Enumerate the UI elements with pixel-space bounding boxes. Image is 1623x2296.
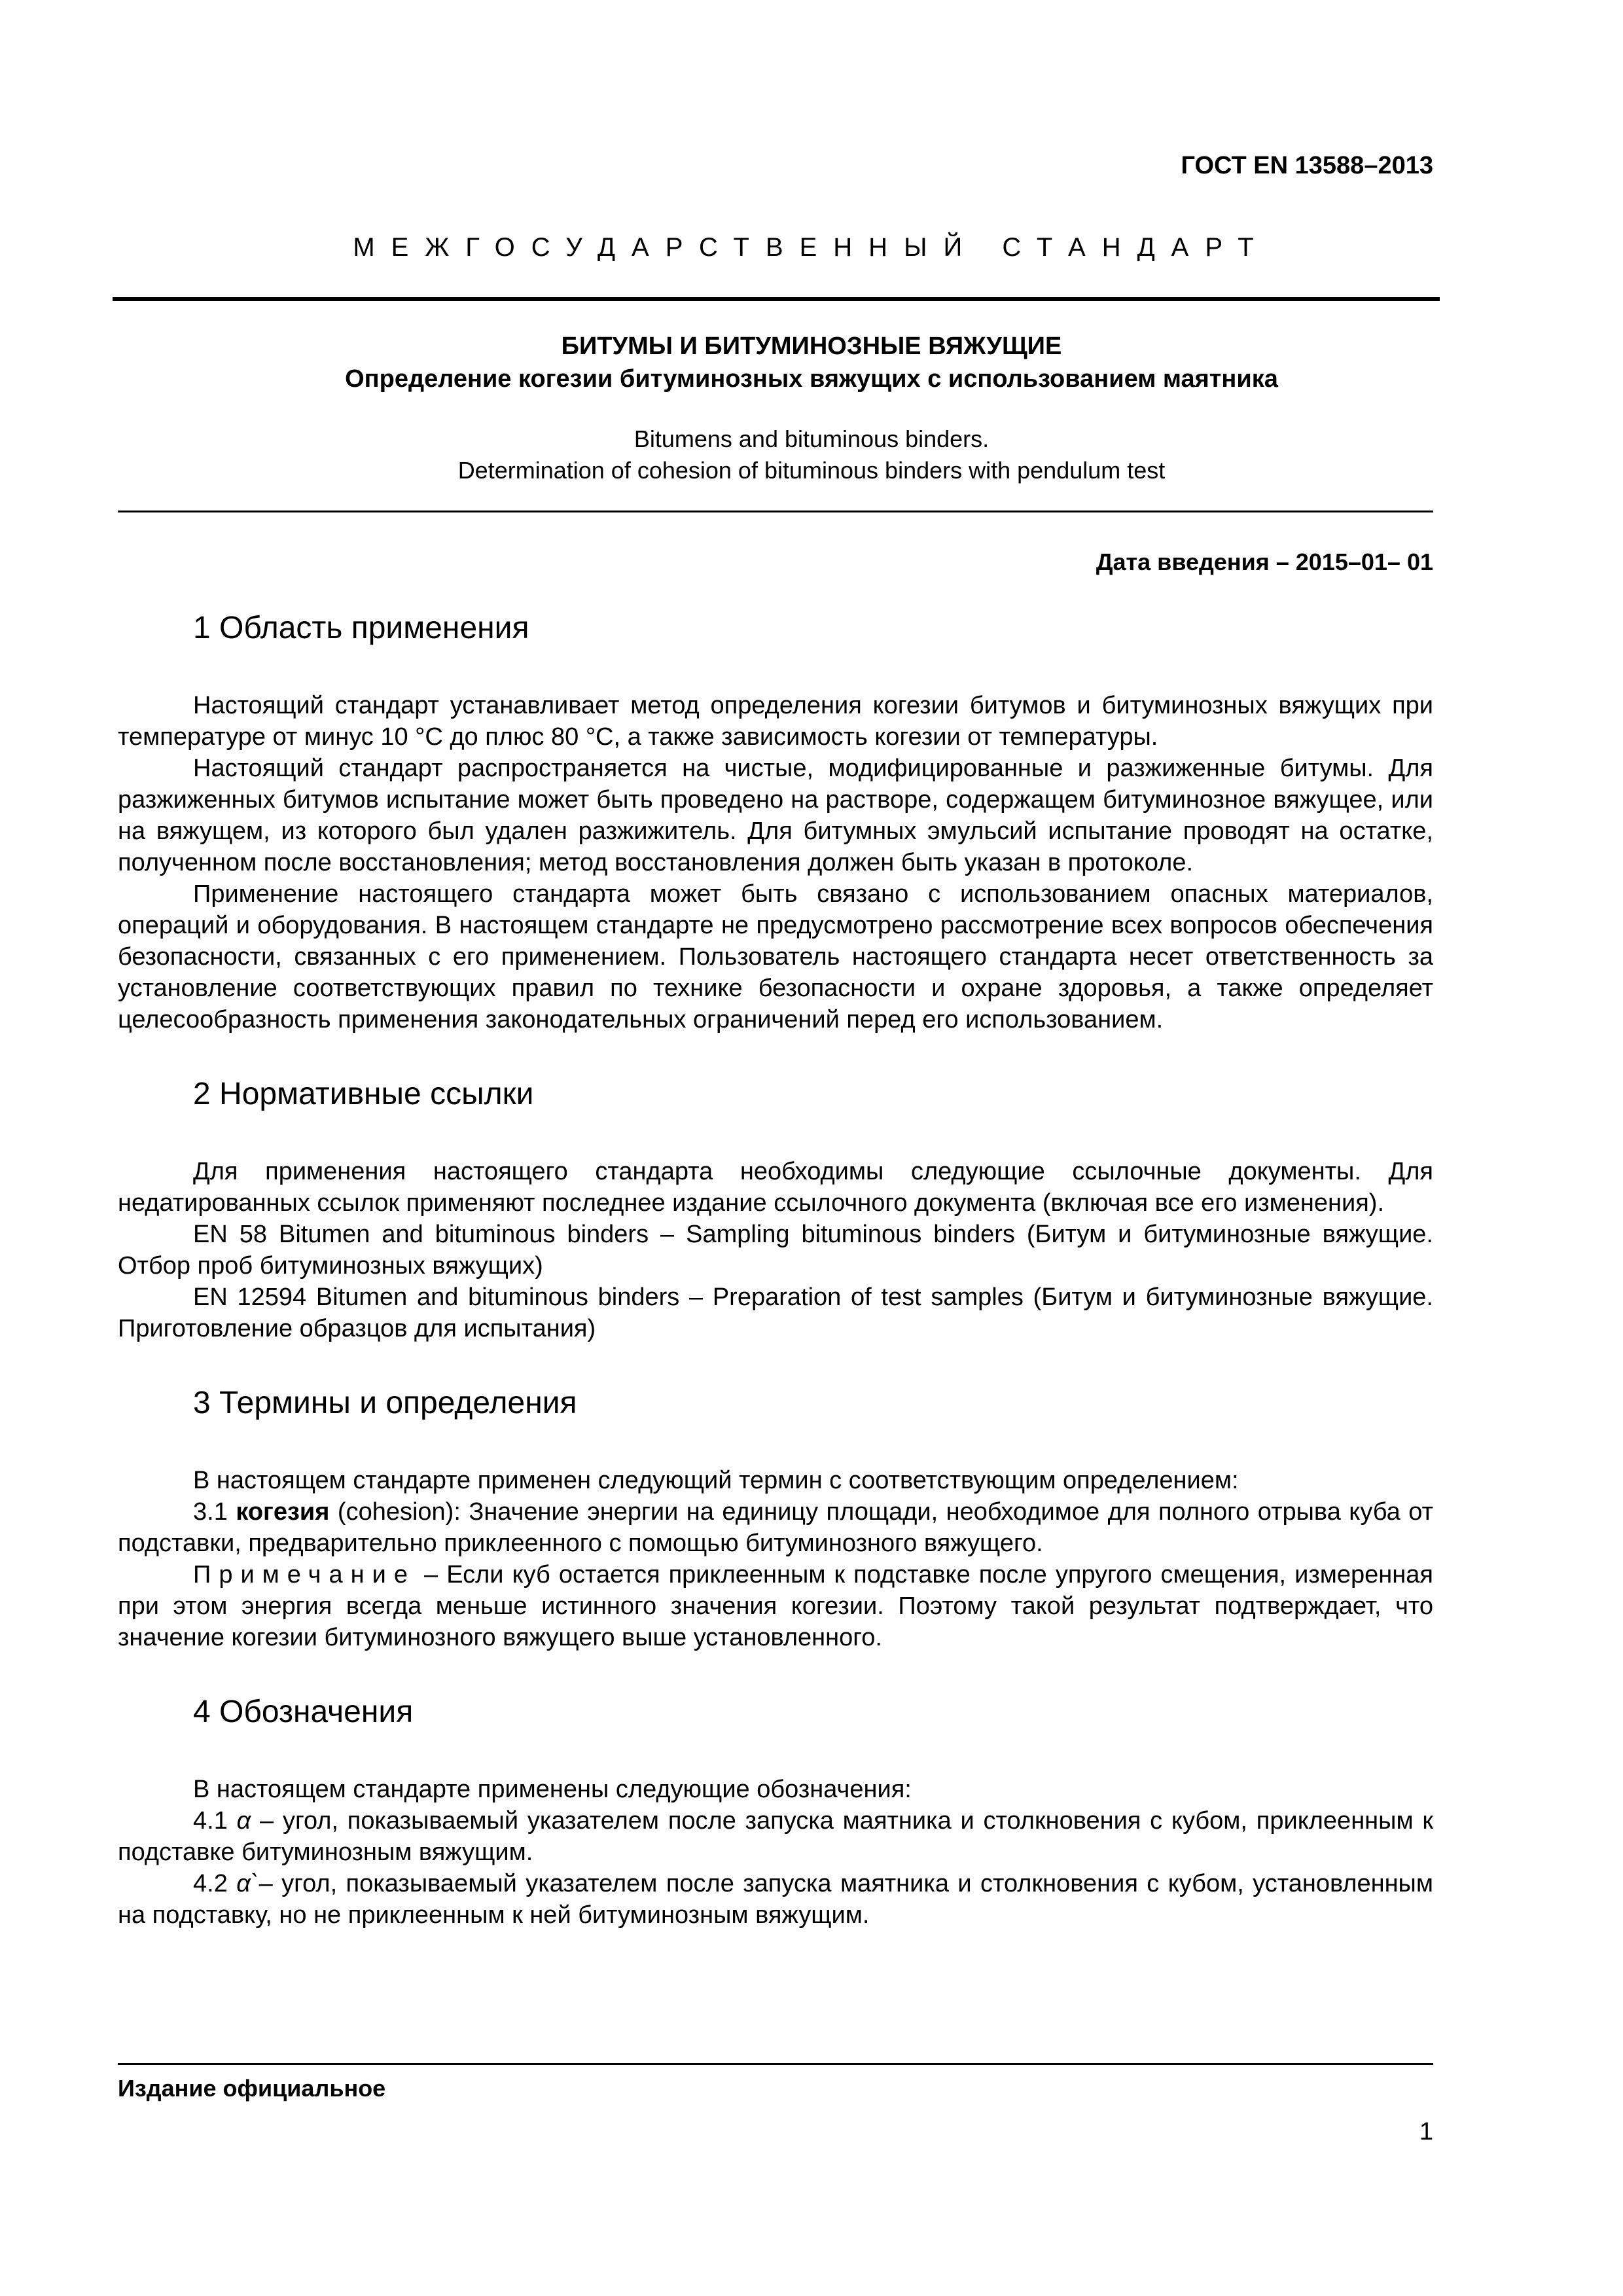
page-number: 1 [1419,2118,1433,2145]
section-heading-symbols: 4 Обозначения [193,1695,414,1729]
term-name: когезия [236,1498,330,1526]
term-definition [118,1496,1433,1559]
section-heading-references: 2 Нормативные ссылки [193,1077,534,1111]
symbol-alpha-prime: α` [236,1870,259,1897]
section-normative-references [118,1062,1433,1344]
title-ru: БИТУМЫ И БИТУМИНОЗНЫЕ ВЯЖУЩИЕ [561,332,1062,360]
symbol-item [118,1868,1433,1931]
term-text: (cohesion): Значение энергии на единицу площади, необходимое для полного отрыва куба от подставки, предварительно приклеенного с помощью битуминозного вяжущего. [118,1498,1433,1557]
section-heading-terms: 3 Термины и определения [193,1386,577,1420]
official-edition-label: Издание официальное [118,2075,386,2102]
title-en-line1: Bitumens and bituminous binders. [633,425,990,452]
paragraph: Настоящий стандарт устанавливает метод определения когезии битумов и битуминозных вяжущих при температуре от минус 10 °С до плюс 80 °С, а также зависимость когезии от температуры. [118,692,1433,751]
title-en-line2: Determination of cohesion of bituminous binders with pendulum test [457,457,1166,484]
symbol-alpha: α [236,1807,251,1835]
section-heading-scope: 1 Область применения [193,611,529,645]
footer-rule [118,2063,1433,2065]
symbol-item [118,1805,1433,1868]
paragraph: В настоящем стандарте применен следующий термин с соответствующим определением: [193,1467,1239,1494]
section-symbols [118,1679,1433,1931]
title-rule [118,511,1433,512]
paragraph: В настоящем стандарте применены следующие обозначения: [193,1776,912,1803]
symbol-text: – угол, показываемый указателем после запуска маятника и столкновения с кубом, приклеенным к подставке битуминозным вяжущим. [118,1807,1433,1866]
reference-en12594: EN 12594 Bitumen and bituminous binders – Preparation of test samples (Битум и битуминозные вяжущие. Приготовление образцов для испытания) [118,1283,1433,1342]
note-label: Примечание [193,1561,416,1588]
paragraph: Применение настоящего стандарта может быть связано с использованием опасных материалов, операций и оборудования. В настоящем стандарте не предусмотрено рассмотрение всех вопросов обеспечения безопасности, связанных с его применением. Пользователь настоящего стандарта несет ответственность за установление соответствующих правил по технике безопасности и охране здоровья, а также определяет целесообразность применения законодательных ограничений перед его использованием. [118,880,1433,1033]
symbol-number: 4.2 [193,1870,237,1897]
symbol-text: – угол, показываемый указателем после запуска маятника и столкновения с кубом, установленным на подставку, но не приклеенным к ней битуминозным вяжущим. [118,1870,1433,1929]
reference-en58: EN 58 Bitumen and bituminous binders – Sampling bituminous binders (Битум и битуминозные вяжущие. Отбор проб битуминозных вяжущих) [118,1221,1433,1280]
document-designation: ГОСТ EN 13588–2013 [1181,152,1433,179]
note-text: – Если куб остается приклеенным к подставке после упругого смещения, измеренная при этом энергия всегда меньше истинного значения когезии. Поэтому такой результат подтверждает, что значение когезии битуминозного вяжущего выше установленного. [118,1561,1433,1651]
introduction-date: Дата введения – 2015–01– 01 [1096,548,1433,575]
section-scope [118,596,1433,1035]
paragraph: Для применения настоящего стандарта необходимы следующие ссылочные документы. Для недатированных ссылок применяют последнее издание ссылочного документа (включая все его изменения). [118,1158,1433,1217]
note [118,1559,1433,1653]
interstate-standard-label: МЕЖГОСУДАРСТВЕННЫЙ СТАНДАРТ [353,233,1270,262]
section-terms [118,1371,1433,1653]
symbol-number: 4.1 [193,1807,237,1835]
term-number: 3.1 [193,1498,236,1526]
subtitle-ru: Определение когезии битуминозных вяжущих с использованием маятника [345,365,1278,393]
paragraph: Настоящий стандарт распространяется на чистые, модифицированные и разжиженные битумы. Для разжиженных битумов испытание может быть проведено на растворе, содержащем битуминозное вяжущее, или на вяжущем, из которого был удален разжижитель. Для битумных эмульсий испытание проводят на остатке, полученном после восстановления; метод восстановления должен быть указан в протоколе. [118,755,1433,876]
document-body [118,596,1433,1957]
header-rule [113,297,1440,301]
